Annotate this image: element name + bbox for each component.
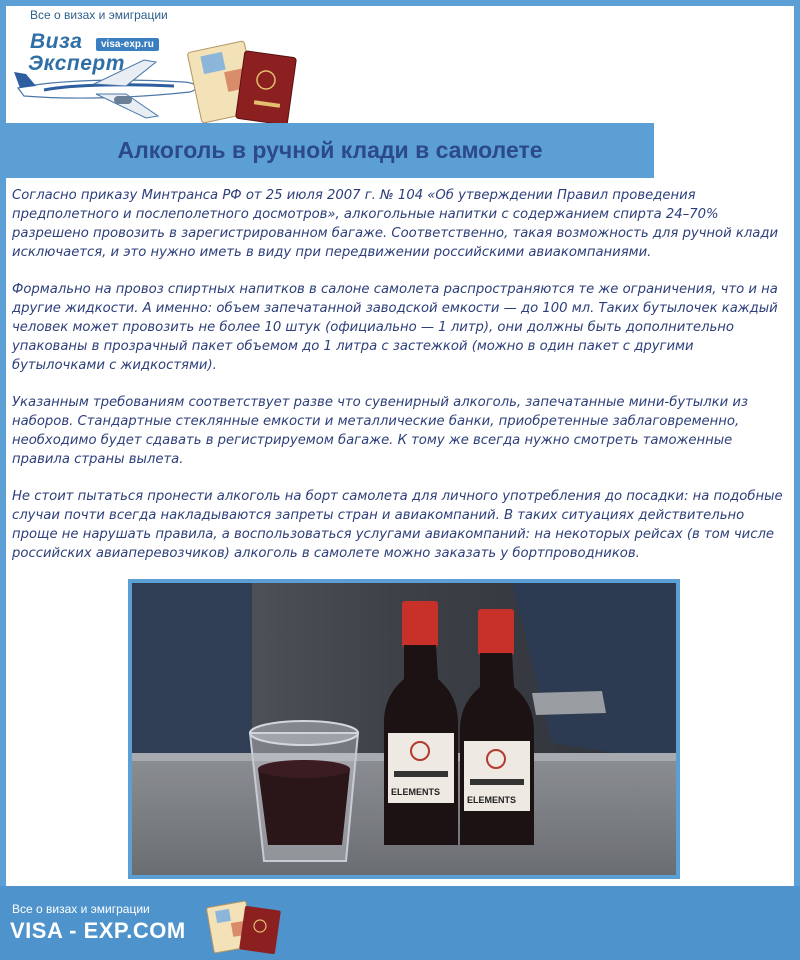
header-tagline: Все о визах и эмиграции — [30, 8, 168, 22]
article-body — [12, 186, 788, 581]
article-paragraph: Формально на провоз спиртных напитков в салоне самолета распространяются те же ограничения, что и на другие жидкости. А именно: объем запечатанной заводской емкости — до 100 мл. Таких бутылочек каждый человек может провозить не более 10 штук (официально — 1 литр), они должны быть дополнительно упакованы в прозрачный пакет объемом до 1 литра с застежкой (можно в один пакет с другими бутылочками с жидкостями). — [12, 282, 778, 373]
bottle-label-text: ELEMENTS — [467, 795, 517, 805]
title-band — [6, 123, 654, 178]
page — [6, 6, 794, 886]
logo-word-expert: Эксперт — [28, 52, 125, 75]
photo-illustration — [132, 583, 676, 875]
article-photo — [128, 579, 680, 879]
article-title: Алкоголь в ручной клади в самолете — [117, 137, 543, 163]
bottle-label-text: ELEMENTS — [391, 787, 441, 797]
article-paragraph: Указанным требованиям соответствует разве что сувенирный алкоголь, запечатанные мини-бутылки из наборов. Стандартные стеклянные емкости и металлические банки, приобретенные заблаговременно, необходимо будет сдавать в регистрируемом багаже. К тому же всегда нужно смотреть таможенные правила страны вылета. — [12, 395, 748, 467]
plastic-cup-with-wine — [250, 721, 358, 861]
logo-url-badge: visa-exp.ru — [96, 38, 159, 51]
site-logo[interactable] — [14, 24, 304, 126]
article-paragraph: Не стоит пытаться пронести алкоголь на борт самолета для личного употребления до посадки: на подобные случаи почти всегда накладываются запреты стран и авиакомпаний. В таких ситуациях действительно проще не нарушать правила, а воспользоваться услугами авиакомпаний: на некоторых рейсах (в том числе российских авиаперевозчиков) алкоголь в самолете можно заказать у бортпроводников. — [12, 489, 783, 561]
footer-tagline: Все о визах и эмиграции — [12, 902, 150, 916]
passport-icon — [187, 41, 296, 126]
logo-word-visa: Виза — [30, 30, 83, 53]
article-paragraph: Согласно приказу Минтранса РФ от 25 июля 2007 г. № 104 «Об утверждении Правил проведения предполетного и послеполетного досмотров», алкогольные напитки с содержанием спирта 24–70% разрешено провозить в зарегистрированном багаже. Соответственно, такая возможность для ручной клади исключается, и это нужно иметь в виду при передвижении российскими авиакомпаниями. — [12, 188, 779, 260]
footer — [0, 886, 800, 960]
footer-site-link[interactable]: VISA - EXP.COM — [10, 918, 186, 943]
passport-icon — [206, 898, 286, 954]
